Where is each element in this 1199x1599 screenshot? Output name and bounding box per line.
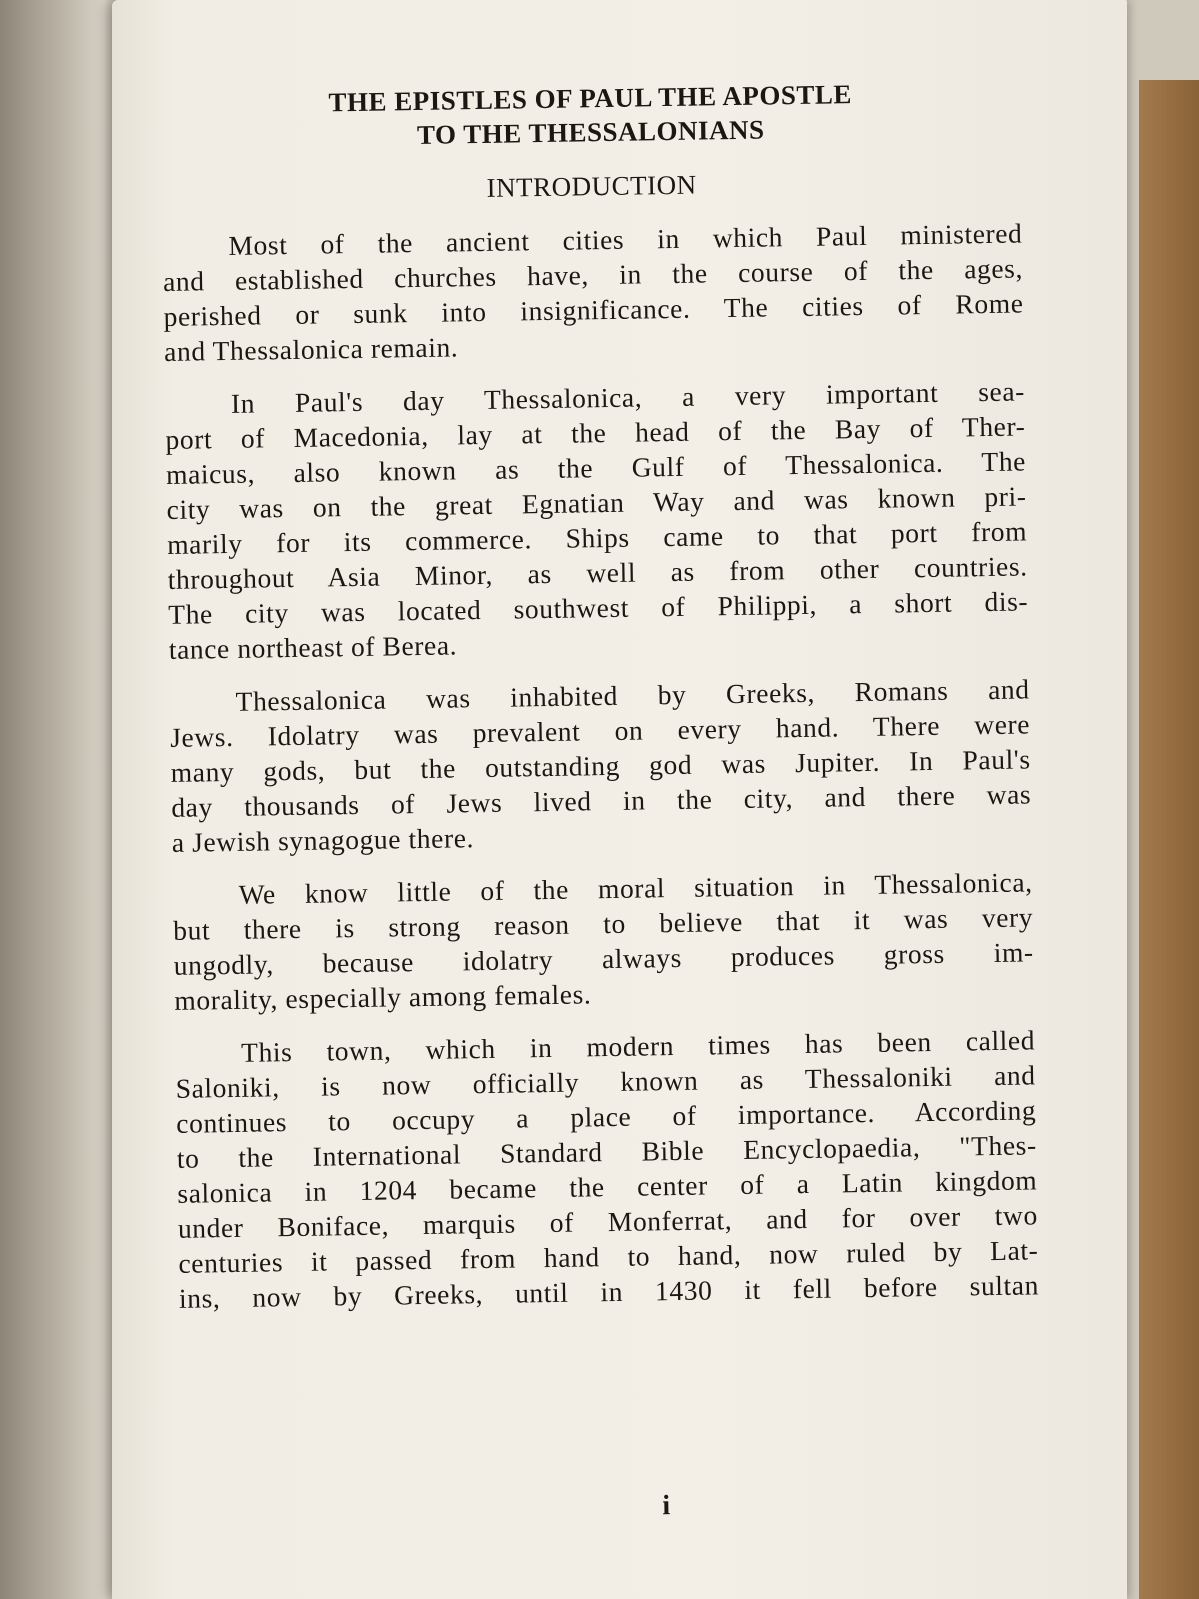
text-line: day thousands of Jews lived in the city, and there was: [171, 778, 1032, 823]
text-line: salonica in 1204 became the center of a Latin kingdom: [177, 1164, 1038, 1209]
text-line: port of Macedonia, lay at the head of the Bay of Ther-: [165, 410, 1026, 455]
text-line: maicus, also known as the Gulf of Thessalonica. The: [165, 445, 1027, 490]
paragraph-3: [169, 671, 1032, 859]
text-line: and Thessalonica remain.: [163, 331, 459, 367]
text-line: morality, especially among females.: [174, 978, 592, 1016]
text-line: Thessalonica was inhabited by Greeks, Romans and: [235, 673, 1030, 717]
paragraph-4: [172, 864, 1034, 1017]
page-title: [160, 74, 1021, 155]
section-heading: INTRODUCTION: [486, 169, 697, 203]
text-line: city was on the great Egnatian Way and was known pri-: [166, 480, 1027, 525]
text-line: centuries it passed from hand to hand, now ruled by Lat-: [178, 1234, 1039, 1279]
text-line: many gods, but the outstanding god was Jupiter. In Paul's: [170, 743, 1031, 788]
text-line: This town, which in modern times has been called: [240, 1024, 1036, 1068]
title-line-2: TO THE THESSALONIANS: [416, 114, 765, 150]
book-page: [112, 0, 1127, 1599]
left-page-edge: [0, 0, 130, 1599]
text-line: a Jewish synagogue there.: [171, 822, 475, 858]
text-line: ungodly, because idolatry always produces gross im-: [173, 936, 1034, 981]
page-content: [160, 74, 1040, 1522]
text-line: continues to occupy a place of importance. According: [176, 1094, 1037, 1139]
text-line: In Paul's day Thessalonica, a very important sea-: [230, 375, 1026, 419]
title-line-1: THE EPISTLES OF PAUL THE APOSTLE: [328, 79, 853, 118]
book-cover-edge: [1139, 80, 1199, 1599]
text-line: marily for its commerce. Ships came to that port from: [166, 515, 1028, 560]
paragraph-5: [175, 1022, 1039, 1315]
text-line: Most of the ancient cities in which Paul ministered: [228, 217, 1023, 261]
paragraph-2: [165, 373, 1029, 666]
text-line: We know little of the moral situation in Thessalonica,: [238, 866, 1033, 910]
text-line: Jews. Idolatry was prevalent on every hand. There were: [169, 708, 1031, 753]
text-line: ins, now by Greeks, until in 1430 it fell before sultan: [178, 1269, 1040, 1314]
text-line: The city was located southwest of Philippi, a short dis-: [168, 585, 1029, 630]
page-number: i: [662, 1490, 671, 1522]
text-line: and established churches have, in the course of the ages,: [162, 252, 1024, 297]
text-line: tance northeast of Berea.: [168, 629, 458, 665]
text-line: Saloniki, is now officially known as Thessaloniki and: [175, 1059, 1036, 1104]
text-line: perished or sunk into insignificance. The cities of Rome: [163, 287, 1024, 332]
text-line: to the International Standard Bible Encyclopaedia, "Thes-: [176, 1129, 1037, 1174]
text-line: throughout Asia Minor, as well as from other countries.: [167, 550, 1028, 595]
text-line: under Boniface, marquis of Monferrat, and for over two: [177, 1199, 1039, 1244]
paragraph-1: [162, 215, 1024, 368]
text-line: but there is strong reason to believe that it was very: [172, 901, 1034, 946]
